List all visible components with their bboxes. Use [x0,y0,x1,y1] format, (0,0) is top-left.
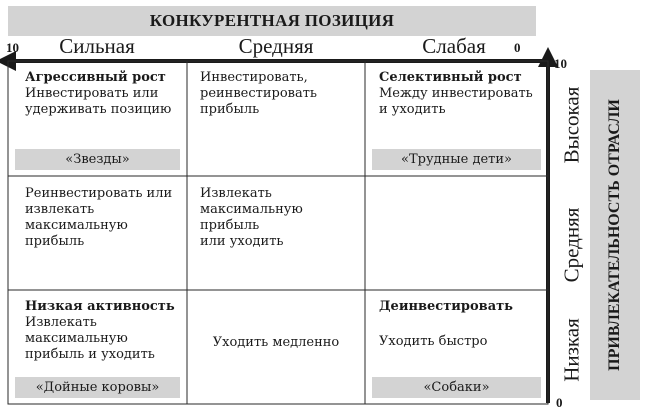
stars-label: «Звезды» [15,149,180,170]
axis-left-value: 10 [6,40,19,55]
cell-text-line: Уходить медленно [212,335,340,350]
cell-text-line: Реинвестировать или [25,186,173,201]
cell-text-line: удерживать позицию [25,102,172,117]
cell-aggressive-growth [8,61,187,176]
cell-text-line: Инвестировать, [200,70,308,85]
cell-text-line: и уходить [379,102,446,117]
column-heading-strong: Сильная [59,34,135,58]
cell-text-line: максимальную [25,218,128,233]
cell-invest-reinvest [187,61,365,176]
cell-selective-growth [365,61,548,176]
cell-exit-slowly [187,290,365,404]
cell-text-line: реинвестировать [200,86,317,101]
axis-top-value: 10 [554,56,567,71]
axis-bottom-value: 0 [556,395,563,410]
industry-attractiveness-title: ПРИВЛЕКАТЕЛЬНОСТЬ ОТРАСЛИ [606,99,623,371]
dogs-label: «Собаки» [372,377,541,398]
cell-divest [365,290,548,404]
axis-right-value: 0 [514,40,521,55]
cell-text-line: максимальную [25,331,128,346]
cell-reinvest-or-extract [8,176,187,290]
cell-text-line: Извлекать [200,186,272,201]
question-marks-label: «Трудные дети» [372,149,541,170]
row-heading-low: Низкая [559,318,584,382]
cell-title: Селективный рост [379,70,522,85]
cell-text-line: Уходить быстро [379,334,488,349]
cell-text-line: или уходить [200,234,284,249]
cell-text-line: прибыль [25,234,85,249]
cell-text-line: максимальную [200,202,303,217]
cell-title: Агрессивный рост [25,70,166,85]
cell-low-activity [8,290,187,404]
cell-title: Деинвестировать [379,299,513,314]
cell-text-line: Инвестировать или [25,86,159,101]
cash-cows-label: «Дойные коровы» [15,377,180,398]
cell-text-line: Извлекать [25,315,97,330]
row-heading-high: Высокая [559,86,584,164]
row-heading-medium: Средняя [559,207,584,283]
competitive-position-title: КОНКУРЕНТНАЯ ПОЗИЦИЯ [149,11,395,30]
column-heading-medium: Средняя [238,34,314,58]
cell-text-line: извлекать [25,202,95,217]
column-heading-weak: Слабая [422,34,486,58]
cell-text-line: прибыль и уходить [25,347,155,362]
cell-text-line: прибыль [200,102,260,117]
cell-title: Низкая активность [25,299,175,314]
cell-extract-or-exit [187,176,365,290]
cell-empty [365,176,548,290]
cell-text-line: Между инвестировать [379,86,533,101]
cell-text-line: прибыль [200,218,260,233]
